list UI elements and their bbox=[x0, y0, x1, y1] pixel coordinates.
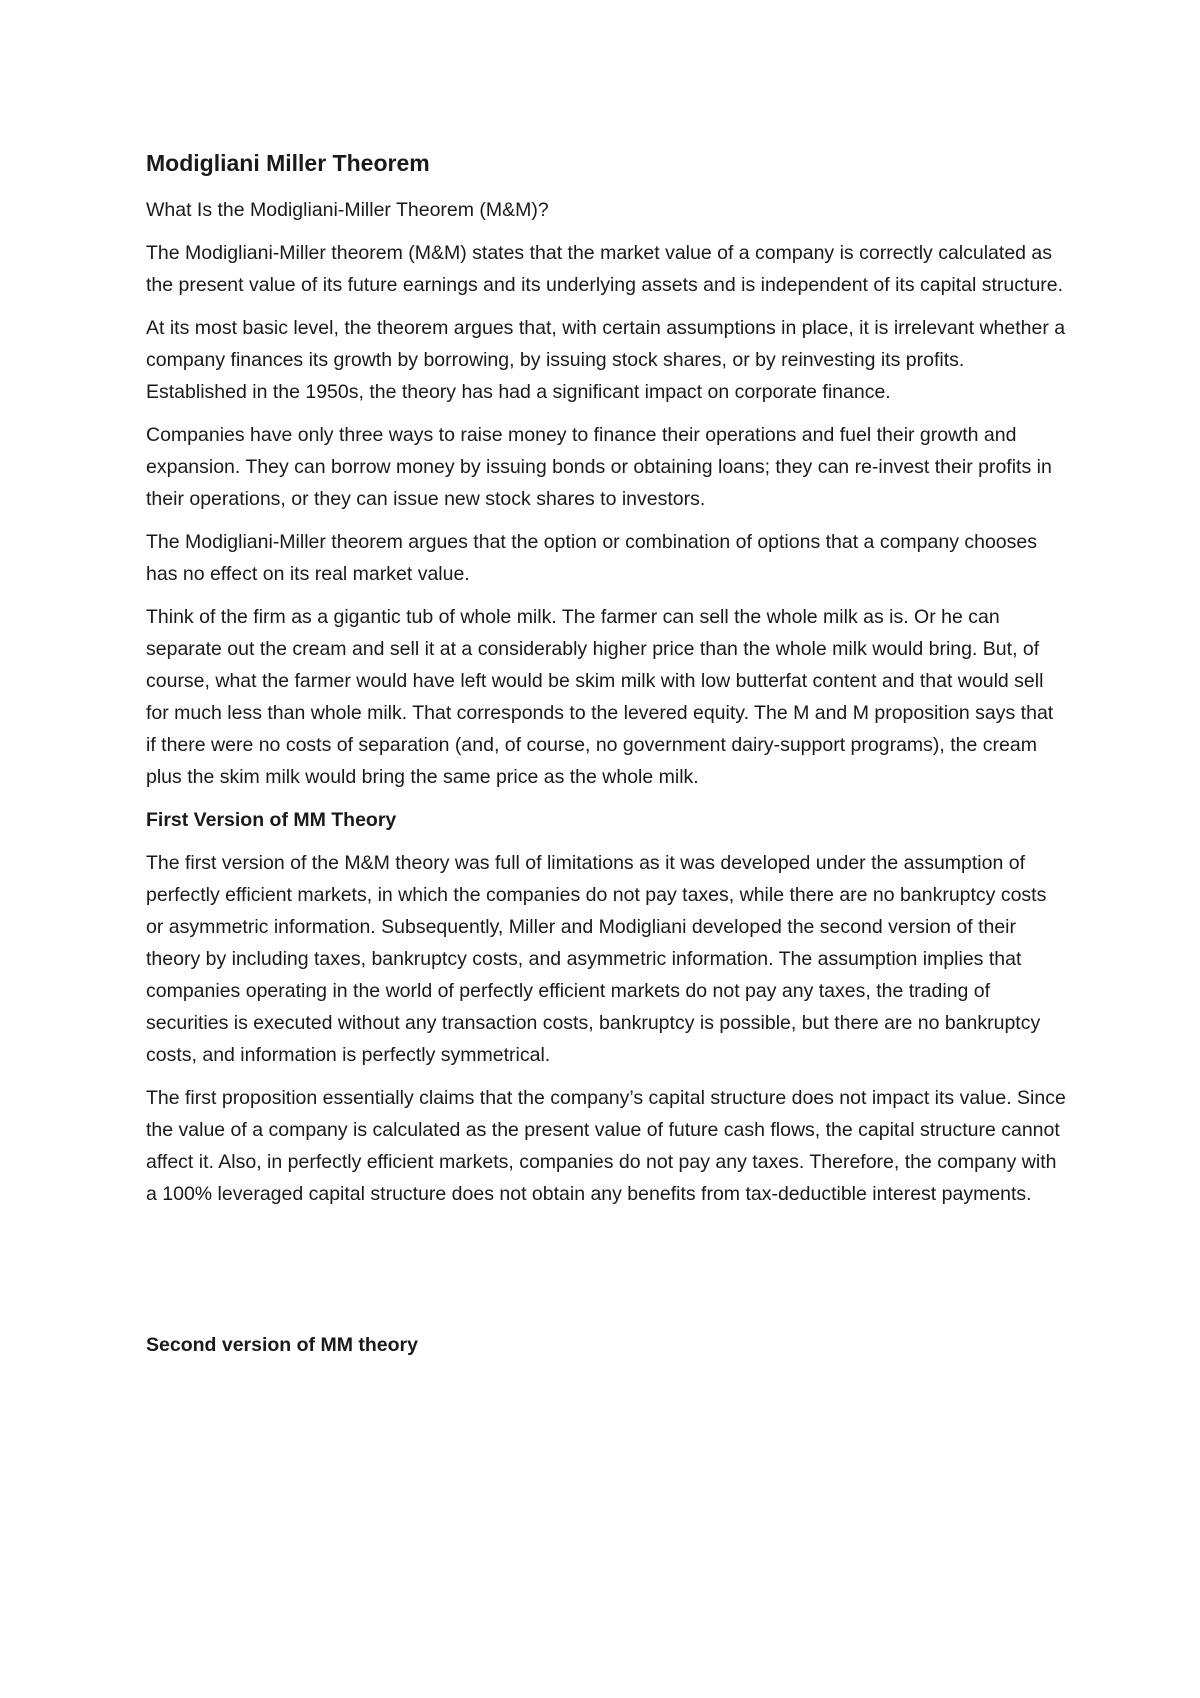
paragraph-milk-analogy: Think of the firm as a gigantic tub of whole milk. The farmer can sell the whole milk as is. Or he can separate out the cream and sell it at a considerably higher price than the whole milk would bring. But, of course, what the farmer would have left would be skim milk with low butterfat content and that would sell for much less than whole milk. That corresponds to the levered equity. The M and M proposition says that if there were no costs of separation (and, of course, no government dairy-support programs), the cream plus the skim milk would bring the same price as the whole milk. bbox=[146, 606, 1054, 788]
paragraph-no-effect: The Modigliani-Miller theorem argues that the option or combination of options that a company chooses has no effect on its real market value. bbox=[146, 531, 1037, 585]
blank-space bbox=[146, 1221, 1066, 1329]
paragraph-mm-definition: The Modigliani-Miller theorem (M&M) states that the market value of a company is correctly calculated as the present value of its future earnings and its underlying assets and is independent of its capital structure. bbox=[146, 242, 1064, 296]
document-title: Modigliani Miller Theorem bbox=[146, 150, 430, 176]
paragraph-first-version-limitations: The first version of the M&M theory was full of limitations as it was developed under the assumption of perfectly efficient markets, in which the companies do not pay taxes, while there are no bankruptcy costs or asymmetric information. Subsequently, Miller and Modigliani developed the second version of their theory by including taxes, bankruptcy costs, and asymmetric information. The assumption implies that companies operating in the world of perfectly efficient markets do not pay any taxes, the trading of securities is executed without any transaction costs, bankruptcy is possible, but there are no bankruptcy costs, and information is perfectly symmetrical. bbox=[146, 852, 1047, 1066]
heading-second-version: Second version of MM theory bbox=[146, 1334, 418, 1356]
document-body bbox=[146, 146, 1066, 1372]
paragraph-first-proposition: The first proposition essentially claims that the company’s capital structure does not impact its value. Since the value of a company is calculated as the present value of future cash flows, the capital structure cannot affect it. Also, in perfectly efficient markets, companies do not pay any taxes. Therefore, the company with a 100% leveraged capital structure does not obtain any benefits from tax-deductible interest payments. bbox=[146, 1087, 1066, 1205]
section-question: What Is the Modigliani-Miller Theorem (M&M)? bbox=[146, 199, 549, 221]
paragraph-three-ways: Companies have only three ways to raise money to finance their operations and fuel their growth and expansion. They can borrow money by issuing bonds or obtaining loans; they can re-invest their profits in their operations, or they can issue new stock shares to investors. bbox=[146, 424, 1052, 510]
paragraph-basic-level: At its most basic level, the theorem argues that, with certain assumptions in place, it is irrelevant whether a company finances its growth by borrowing, by issuing stock shares, or by reinvesting its profits. Established in the 1950s, the theory has had a significant impact on corporate finance. bbox=[146, 317, 1066, 403]
heading-first-version: First Version of MM Theory bbox=[146, 809, 397, 831]
